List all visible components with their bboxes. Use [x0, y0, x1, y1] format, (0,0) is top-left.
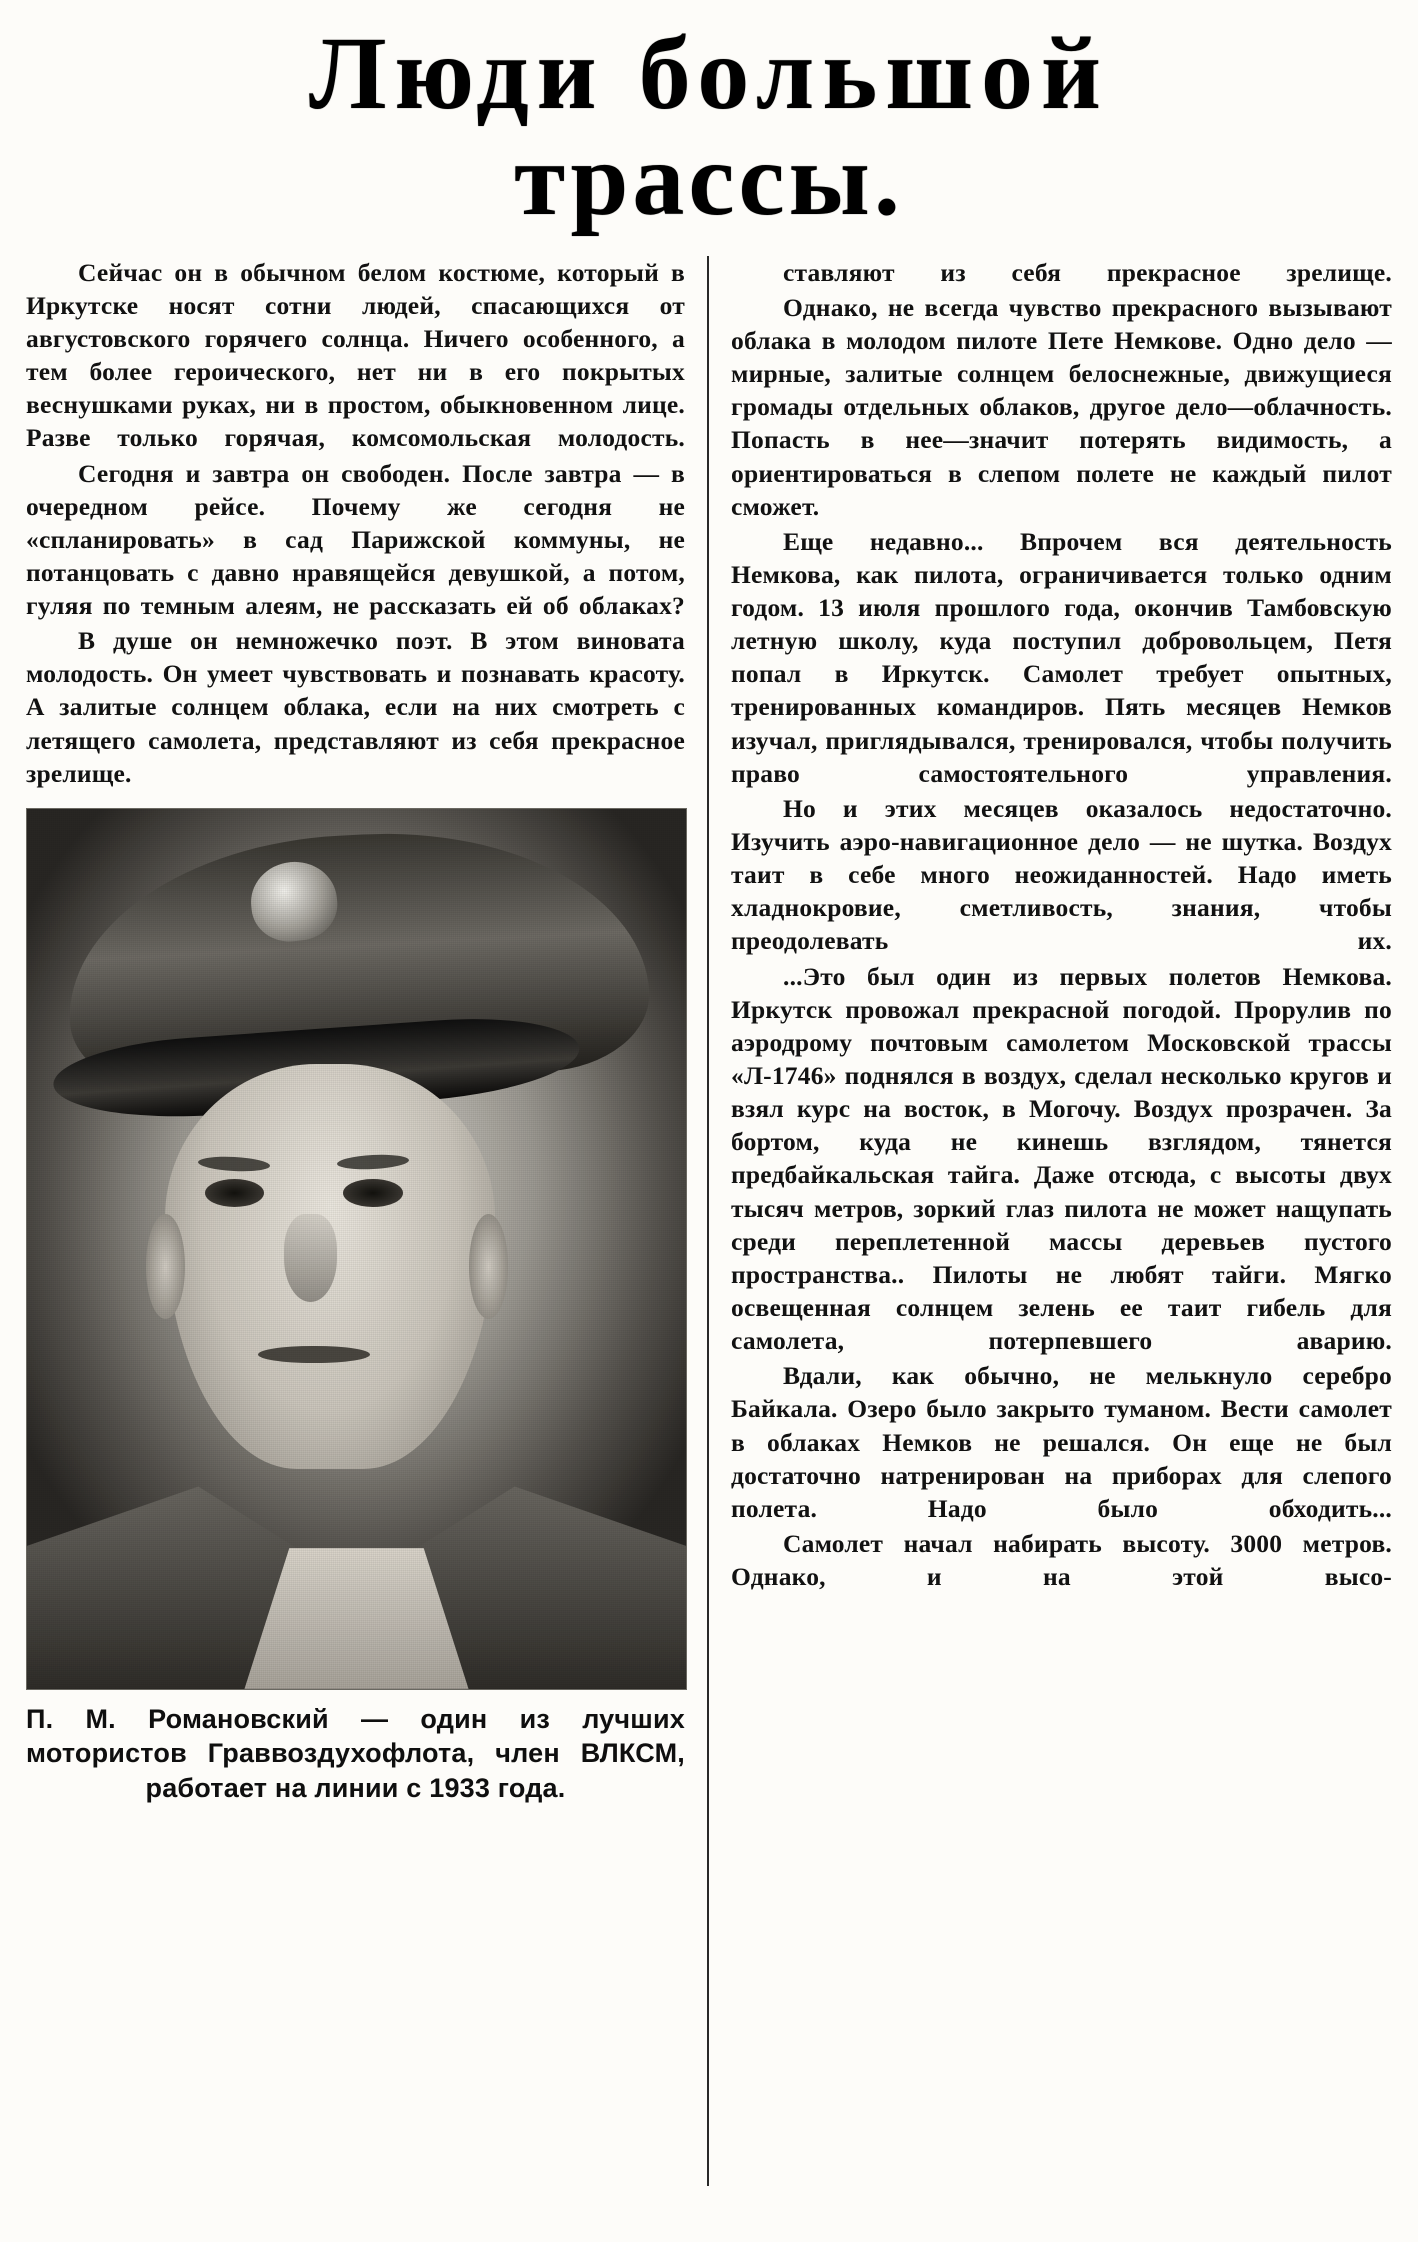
- photo-block: [26, 808, 685, 1806]
- portrait-photo: [26, 808, 687, 1690]
- article-columns: [26, 256, 1392, 2186]
- headline-line-1: Люди большой: [309, 16, 1109, 131]
- paragraph: Однако, не всегда чувство прекрасного вызывают облака в молодом пилоте Пете Немкове. Одно дело — мирные, залитые солнцем белоснежные, движущиеся громады отдельных облаков, другое дело—облачность. Попасть в нее—значит потерять видимость, а ориентироваться в слепом полете не каждый пилот сможет.: [731, 292, 1392, 521]
- column-left: [26, 256, 709, 2186]
- paragraph: Вдали, как обычно, не мелькнуло серебро Байкала. Озеро было закрыто туманом. Вести самолет в облаках Немков не решался. Он еще не был достаточно натренирован на приборах для слепого полета. Надо было обходить...: [731, 1361, 1392, 1523]
- paragraph: Но и этих месяцев оказалось недостаточно. Изучить аэро-навигационное дело — не шутка. Воздух таит в себе много неожиданностей. Надо иметь хладнокровие, сметливость, знания, чтобы преодолевать их.: [731, 793, 1392, 956]
- paragraph: Сейчас он в обычном белом костюме, который в Иркутске носят сотни людей, спасающихся от августовского горячего солнца. Ничего особенного, а тем более героического, нет ни в его покрытых веснушками руках, ни в простом, обыкновенном лице. Разве только горячая, комсомольская молодость.: [26, 257, 685, 453]
- paragraph: В душе он немножечко поэт. В этом виновата молодость. Он умеет чувствовать и познавать красоту. А залитые солнцем облака, если на них смотреть с летящего самолета, представляют из себя прекрасное зрелище.: [26, 626, 685, 788]
- column-right: [709, 256, 1392, 2186]
- paragraph: Сегодня и завтра он свободен. После завтра — в очередном рейсе. Почему же сегодня не «спланировать» в сад Парижской коммуны, не потанцовать с давно нравящейся девушкой, а потом, гуляя по темным алеям, не рассказать ей об облаках?: [26, 458, 685, 621]
- paragraph: Самолет начал набирать высоту. 3000 метров. Однако, и на этой высо-: [731, 1529, 1392, 1592]
- paragraph: ...Это был один из первых полетов Немкова. Иркутск провожал прекрасной погодой. Прорулив по аэродрому почтовым самолетом Московской трассы «Л-1746» поднялся в воздух, сделал несколько кругов и взял курс на восток, в Могочу. Воздух прозрачен. За бортом, куда не кинешь взглядом, тянется предбайкальская тайга. Даже отсюда, с высоты двух тысяч метров, зоркий глаз пилота не может нащупать среди переплетенной массы деревьев пустого пространства.. Пилоты не любят тайги. Мягко освещенная солнцем зелень ее таит гибель для самолета, потерпевшего аварию.: [731, 961, 1392, 1356]
- halftone-grain: [27, 809, 686, 1689]
- paragraph: ставляют из себя прекрасное зрелище.: [783, 257, 1392, 287]
- headline-line-2: трассы.: [514, 121, 904, 237]
- photo-caption: П. М. Романовский — один из лучших мотористов Граввоздухофлота, член ВЛКСМ, работает на линии с 1933 года.: [26, 1703, 685, 1803]
- paragraph: Еще недавно... Впрочем вся деятельность Немкова, как пилота, ограничивается только одним годом. 13 июля прошлого года, окончив Тамбовскую летную школу, куда поступил добровольцем, Петя попал в Иркутск. Самолет требует опытных, тренированных командиров. Пять месяцев Немков изучал, приглядывался, тренировался, чтобы получить право самостоятельного управления.: [731, 526, 1392, 788]
- page-title: [26, 16, 1392, 237]
